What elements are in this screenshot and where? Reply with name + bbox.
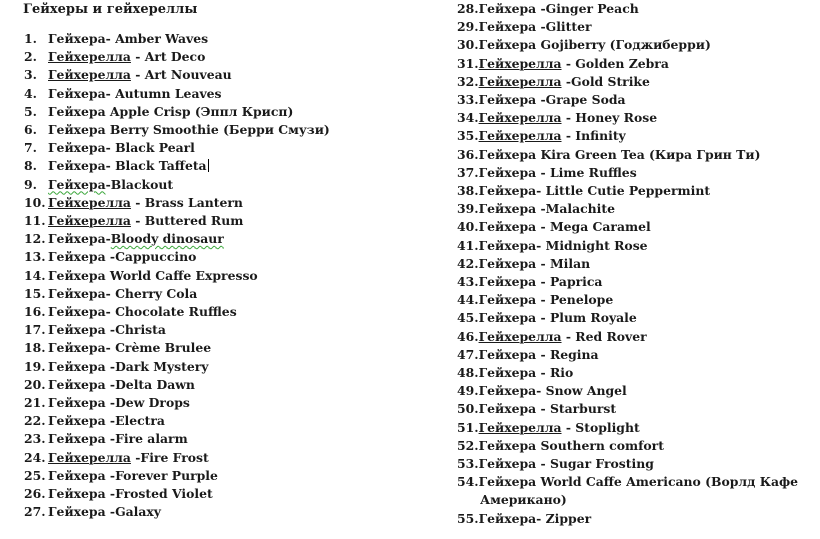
item-genus: Гейхерелла	[48, 67, 131, 83]
list-item	[457, 400, 817, 418]
item-number: 49.	[457, 383, 479, 399]
item-number: 37.	[457, 164, 479, 180]
item-genus: Гейхера	[48, 249, 106, 265]
item-genus: Гейхера	[48, 340, 106, 356]
text-cursor	[208, 159, 209, 172]
item-genus: Гейхера	[478, 164, 537, 180]
item-genus: Гейхера	[478, 401, 537, 417]
list-item	[457, 127, 817, 145]
item-number: 4.	[24, 85, 37, 101]
item-variety: Honey Rose	[575, 110, 658, 126]
item-genus: Гейхерелла	[478, 128, 562, 144]
list-item	[24, 285, 424, 303]
item-separator: -	[105, 322, 116, 338]
item-genus: Гейхера	[478, 510, 537, 526]
item-variety: Gold Strike	[570, 73, 650, 89]
item-number: 7.	[24, 140, 37, 156]
item-genus: Гейхера	[478, 219, 537, 235]
page-title: Гейхеры и гейхереллы	[23, 2, 198, 17]
list-item	[24, 412, 424, 430]
item-variety: Black Pearl	[115, 140, 195, 156]
item-variety: Art Nouveau	[144, 67, 232, 83]
item-number: 45.	[457, 310, 479, 326]
item-number: 15.	[24, 285, 46, 301]
item-genus: Гейхера	[478, 292, 537, 308]
list-item	[24, 503, 424, 521]
item-number: 28.	[457, 1, 479, 16]
item-separator: -	[561, 328, 576, 344]
list-item	[457, 109, 817, 127]
item-variety: Regina	[549, 346, 599, 362]
item-variety: Blackout	[110, 176, 174, 192]
item-separator: -	[105, 158, 116, 174]
item-variety: Art Deco	[144, 49, 206, 65]
item-number: 27.	[24, 504, 46, 520]
item-genus: Гейхера	[48, 504, 106, 520]
list-item	[24, 157, 424, 175]
item-genus: Гейхера	[478, 1, 537, 16]
list-item	[24, 303, 424, 321]
item-separator: -	[105, 376, 116, 392]
item-separator: -	[105, 358, 116, 374]
item-genus: Гейхера	[478, 146, 537, 162]
item-variety: Galaxy	[115, 504, 161, 520]
item-genus: Гейхера	[48, 413, 106, 429]
list-item	[457, 237, 817, 255]
item-genus: Гейхера	[478, 237, 537, 253]
item-separator: -	[105, 85, 116, 101]
item-number: 29.	[457, 19, 479, 35]
item-separator: -	[105, 231, 111, 247]
list-item	[24, 321, 424, 339]
list-item	[24, 194, 424, 212]
item-number: 13.	[24, 249, 46, 265]
item-variety: Black Taffeta	[115, 158, 207, 174]
list-item	[457, 18, 817, 36]
item-genus: Гейхера	[48, 322, 106, 338]
item-number: 3.	[24, 67, 37, 83]
list-item	[457, 346, 817, 364]
item-separator: -	[536, 201, 546, 217]
item-separator: -	[536, 255, 550, 271]
item-genus: Гейхера	[48, 122, 106, 138]
item-number: 34.	[457, 110, 479, 126]
item-variety: Infinity	[575, 128, 626, 144]
list-item	[457, 291, 817, 309]
item-separator: -	[105, 140, 116, 156]
item-genus: Гейхера	[48, 376, 106, 392]
item-genus: Гейхера	[478, 474, 537, 490]
item-separator: -	[536, 164, 550, 180]
item-variety: Bloody dinosaur	[110, 231, 224, 247]
item-number: 38.	[457, 183, 479, 199]
list-item	[457, 91, 817, 109]
item-variety: Snow Angel	[545, 383, 627, 399]
item-variety: Stoplight	[575, 419, 640, 435]
list-item	[457, 364, 817, 382]
list-item	[24, 358, 424, 376]
item-genus: Гейхера	[478, 365, 537, 381]
item-genus: Гейхера	[478, 201, 537, 217]
item-separator: -	[536, 92, 546, 108]
item-genus: Гейхерелла	[48, 49, 131, 65]
item-variety: Kira Green Tea (Кира Грин Ти)	[540, 146, 761, 162]
item-number: 17.	[24, 322, 46, 338]
item-genus: Гейхера	[48, 304, 106, 320]
item-genus: Гейхера	[48, 467, 106, 483]
item-number: 20.	[24, 376, 46, 392]
item-number: 1.	[24, 31, 37, 46]
item-number: 8.	[24, 158, 37, 174]
item-separator: -	[105, 413, 116, 429]
item-number: 47.	[457, 346, 479, 362]
item-variety: Autumn Leaves	[115, 85, 222, 101]
item-separator: -	[536, 219, 550, 235]
item-genus: Гейхера	[48, 395, 106, 411]
item-number: 36.	[457, 146, 479, 162]
list-item	[24, 449, 424, 467]
item-genus: Гейхера	[48, 103, 106, 119]
list-item	[457, 309, 817, 327]
item-variety: Dew Drops	[115, 395, 190, 411]
item-separator: -	[536, 237, 546, 253]
item-genus: Гейхера	[48, 31, 106, 46]
list-item	[457, 164, 817, 182]
item-number: 50.	[457, 401, 479, 417]
list-item	[24, 394, 424, 412]
item-genus: Гейхера	[478, 183, 537, 199]
item-separator: -	[105, 31, 116, 46]
item-variety: Ginger Peach	[545, 1, 639, 16]
list-item	[457, 510, 817, 528]
list-item	[24, 30, 424, 48]
item-number: 31.	[457, 55, 479, 71]
item-separator: -	[561, 419, 576, 435]
item-separator: -	[105, 431, 116, 447]
item-variety: Midnight Rose	[545, 237, 648, 253]
item-separator: -	[105, 486, 116, 502]
item-genus: Гейхера	[48, 176, 106, 192]
item-variety: Brass Lantern	[144, 194, 243, 210]
item-number: 6.	[24, 122, 37, 138]
item-genus: Гейхера	[478, 274, 537, 290]
item-genus: Гейхерелла	[478, 419, 562, 435]
item-separator: -	[536, 183, 546, 199]
item-genus: Гейхера	[478, 383, 537, 399]
item-separator: -	[561, 73, 571, 89]
item-separator: -	[130, 194, 145, 210]
item-variety: Gojiberry (Годжиберри)	[540, 37, 711, 53]
item-variety: Little Cutie Peppermint	[545, 183, 711, 199]
list-item	[24, 339, 424, 357]
item-separator: -	[130, 213, 145, 229]
item-number: 14.	[24, 267, 46, 283]
item-genus: Гейхерелла	[478, 55, 562, 71]
list-item	[24, 48, 424, 66]
item-separator: -	[536, 456, 550, 472]
item-number: 35.	[457, 128, 479, 144]
item-genus: Гейхерелла	[478, 73, 562, 89]
item-genus: Гейхерелла	[478, 110, 562, 126]
list-item	[24, 66, 424, 84]
item-variety: Berry Smoothie (Берри Смузи)	[109, 122, 330, 138]
item-variety: Christa	[115, 322, 166, 338]
item-number: 46.	[457, 328, 479, 344]
list-item	[457, 0, 817, 18]
list-item	[24, 485, 424, 503]
list-item	[457, 455, 817, 473]
item-genus: Гейхера	[48, 267, 106, 283]
item-genus: Гейхера	[478, 346, 537, 362]
item-variety: Chocolate Ruffles	[115, 304, 237, 320]
item-number: 54.	[457, 474, 479, 490]
list-item	[457, 437, 817, 455]
list-item	[457, 36, 817, 54]
item-separator: -	[105, 504, 116, 520]
item-number: 55.	[457, 510, 479, 526]
item-genus: Гейхера	[48, 486, 106, 502]
list-item	[457, 218, 817, 236]
list-item	[457, 273, 817, 291]
item-number: 30.	[457, 37, 479, 53]
item-number: 25.	[24, 467, 46, 483]
item-separator: -	[105, 395, 116, 411]
list-item	[457, 419, 817, 437]
item-number: 44.	[457, 292, 479, 308]
item-variety: Cappuccino	[115, 249, 197, 265]
item-genus: Гейхера	[478, 456, 537, 472]
item-number: 18.	[24, 340, 46, 356]
item-variety: Red Rover	[575, 328, 647, 344]
item-separator: -	[536, 1, 546, 16]
item-number: 43.	[457, 274, 479, 290]
item-separator: -	[536, 292, 550, 308]
item-variety: Mega Caramel	[549, 219, 651, 235]
list-item	[457, 328, 817, 346]
item-number: 41.	[457, 237, 479, 253]
item-genus: Гейхера	[478, 37, 537, 53]
item-number: 48.	[457, 365, 479, 381]
item-variety: Glitter	[545, 19, 592, 35]
item-genus: Гейхера	[48, 85, 106, 101]
item-separator: -	[105, 176, 111, 192]
item-variety: Penelope	[549, 292, 614, 308]
item-separator: -	[130, 449, 141, 465]
item-variety: Amber Waves	[115, 31, 209, 46]
item-number: 19.	[24, 358, 46, 374]
item-separator: -	[561, 55, 576, 71]
item-variety: Electra	[115, 413, 165, 429]
list-item	[457, 382, 817, 400]
item-genus: Гейхера	[478, 255, 537, 271]
item-number: 40.	[457, 219, 479, 235]
item-genus: Гейхера	[478, 92, 537, 108]
item-variety: Crème Brulee	[115, 340, 212, 356]
item-genus: Гейхера	[48, 285, 106, 301]
item-variety: Rio	[549, 365, 574, 381]
list-item	[457, 473, 817, 509]
item-variety: Milan	[549, 255, 591, 271]
item-genus: Гейхера	[48, 231, 106, 247]
item-variety: Fire Frost	[140, 449, 209, 465]
item-variety: Sugar Frosting	[549, 456, 654, 472]
list-item	[24, 248, 424, 266]
item-number: 22.	[24, 413, 46, 429]
item-number: 24.	[24, 449, 46, 465]
item-number: 16.	[24, 304, 46, 320]
item-genus: Гейхера	[478, 437, 537, 453]
item-variety: Golden Zebra	[575, 55, 669, 71]
item-variety: Malachite	[545, 201, 615, 217]
item-variety: Paprica	[549, 274, 603, 290]
item-variety: World Caffe Expresso	[109, 267, 258, 283]
item-number: 39.	[457, 201, 479, 217]
item-number: 21.	[24, 395, 46, 411]
list-item	[457, 73, 817, 91]
item-number: 26.	[24, 486, 46, 502]
item-variety: Apple Crisp (Эппл Крисп)	[109, 103, 294, 119]
item-separator: -	[130, 67, 145, 83]
list-item	[457, 55, 817, 73]
item-number: 9.	[24, 176, 37, 192]
item-genus: Гейхера	[478, 310, 537, 326]
list-item	[24, 103, 424, 121]
item-separator: -	[105, 340, 116, 356]
item-number: 5.	[24, 103, 37, 119]
list-left-column	[24, 30, 424, 521]
list-item	[24, 230, 424, 248]
item-separator: -	[536, 383, 546, 399]
item-separator: -	[561, 128, 576, 144]
item-variety: Cherry Cola	[115, 285, 198, 301]
item-number: 2.	[24, 49, 37, 65]
list-item	[457, 255, 817, 273]
item-variety: Forever Purple	[115, 467, 218, 483]
list-item	[24, 376, 424, 394]
item-genus: Гейхера	[48, 358, 106, 374]
item-genus: Гейхерелла	[478, 328, 562, 344]
item-separator: -	[536, 346, 550, 362]
list-item	[24, 467, 424, 485]
item-genus: Гейхера	[478, 19, 537, 35]
item-variety: Zipper	[545, 510, 592, 526]
item-variety: Delta Dawn	[115, 376, 195, 392]
item-variety: Southern comfort	[540, 437, 664, 453]
item-number: 52.	[457, 437, 479, 453]
item-variety: Fire alarm	[115, 431, 188, 447]
item-separator: -	[536, 274, 550, 290]
item-separator: -	[105, 249, 116, 265]
item-genus: Гейхерелла	[48, 194, 131, 210]
list-item	[457, 146, 817, 164]
item-variety: Lime Ruffles	[549, 164, 637, 180]
item-variety: Buttered Rum	[144, 213, 244, 229]
list-item	[24, 121, 424, 139]
item-number: 51.	[457, 419, 479, 435]
list-item	[24, 212, 424, 230]
item-variety: Plum Royale	[549, 310, 637, 326]
list-item	[24, 176, 424, 194]
item-genus: Гейхера	[48, 158, 106, 174]
item-number: 53.	[457, 456, 479, 472]
item-variety: Grape Soda	[545, 92, 626, 108]
list-item	[24, 139, 424, 157]
item-separator: -	[536, 19, 546, 35]
item-separator: -	[105, 285, 116, 301]
item-number: 33.	[457, 92, 479, 108]
item-number: 32.	[457, 73, 479, 89]
item-separator: -	[536, 365, 550, 381]
item-variety: Dark Mystery	[115, 358, 209, 374]
list-item	[24, 267, 424, 285]
item-variety: World Caffe Americano (Ворлд Кафе Американо)	[480, 474, 799, 508]
item-variety: Starburst	[549, 401, 617, 417]
item-genus: Гейхера	[48, 140, 106, 156]
list-item	[457, 182, 817, 200]
item-separator: -	[536, 401, 550, 417]
item-number: 12.	[24, 231, 46, 247]
list-item	[457, 200, 817, 218]
item-genus: Гейхерелла	[48, 213, 131, 229]
item-separator: -	[130, 49, 145, 65]
item-separator: -	[105, 304, 116, 320]
list-item	[24, 85, 424, 103]
item-separator: -	[536, 510, 546, 526]
item-number: 11.	[24, 213, 46, 229]
item-number: 42.	[457, 255, 479, 271]
item-variety: Frosted Violet	[115, 486, 213, 502]
item-number: 23.	[24, 431, 46, 447]
item-number: 10.	[24, 194, 46, 210]
item-genus: Гейхерелла	[48, 449, 131, 465]
item-genus: Гейхера	[48, 431, 106, 447]
item-separator: -	[105, 467, 116, 483]
item-separator: -	[561, 110, 576, 126]
list-item	[24, 430, 424, 448]
item-separator: -	[536, 310, 550, 326]
list-right-column	[457, 0, 817, 528]
